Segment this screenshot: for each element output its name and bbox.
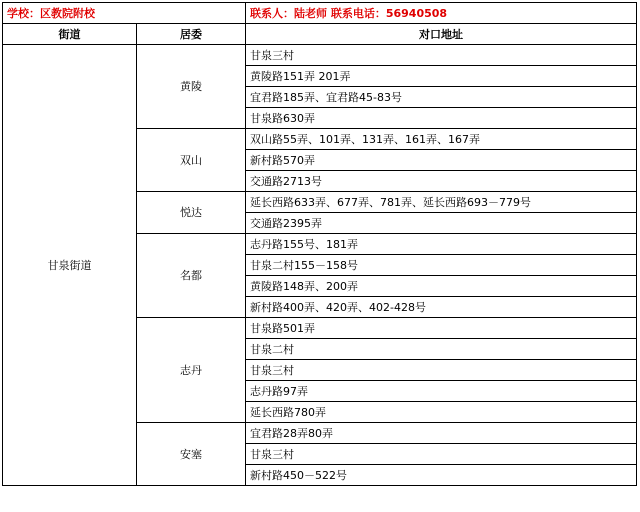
address-cell: 宜君路185弄、宜君路45-83号 [246, 87, 637, 108]
school-label: 学校：区教院附校 [3, 3, 246, 24]
column-header-street: 街道 [3, 24, 137, 45]
address-cell: 新村路450－522号 [246, 465, 637, 486]
address-cell: 新村路570弄 [246, 150, 637, 171]
column-header-address: 对口地址 [246, 24, 637, 45]
address-cell: 甘泉路501弄 [246, 318, 637, 339]
committee-cell: 志丹 [137, 318, 246, 423]
address-cell: 双山路55弄、101弄、131弄、161弄、167弄 [246, 129, 637, 150]
street-cell: 甘泉街道 [3, 45, 137, 486]
address-cell: 甘泉二村 [246, 339, 637, 360]
address-cell: 甘泉二村155－158号 [246, 255, 637, 276]
committee-cell: 悦达 [137, 192, 246, 234]
address-cell: 甘泉三村 [246, 360, 637, 381]
address-cell: 甘泉三村 [246, 444, 637, 465]
address-cell: 新村路400弄、420弄、402-428号 [246, 297, 637, 318]
address-cell: 宜君路28弄80弄 [246, 423, 637, 444]
address-cell: 延长西路633弄、677弄、781弄、延长西路693－779号 [246, 192, 637, 213]
contact-label: 联系人：陆老师 联系电话：56940508 [246, 3, 637, 24]
address-cell: 志丹路97弄 [246, 381, 637, 402]
committee-cell: 黄陵 [137, 45, 246, 129]
address-cell: 甘泉三村 [246, 45, 637, 66]
address-cell: 交通路2713号 [246, 171, 637, 192]
table-row [3, 45, 637, 66]
column-header-row [3, 24, 637, 45]
address-cell: 黄陵路151弄 201弄 [246, 66, 637, 87]
address-cell: 志丹路155号、181弄 [246, 234, 637, 255]
address-cell: 交通路2395弄 [246, 213, 637, 234]
committee-cell: 安塞 [137, 423, 246, 486]
address-cell: 黄陵路148弄、200弄 [246, 276, 637, 297]
committee-cell: 名都 [137, 234, 246, 318]
address-cell: 甘泉路630弄 [246, 108, 637, 129]
school-district-table [2, 2, 637, 486]
header-row [3, 3, 637, 24]
address-cell: 延长西路780弄 [246, 402, 637, 423]
column-header-committee: 居委 [137, 24, 246, 45]
committee-cell: 双山 [137, 129, 246, 192]
